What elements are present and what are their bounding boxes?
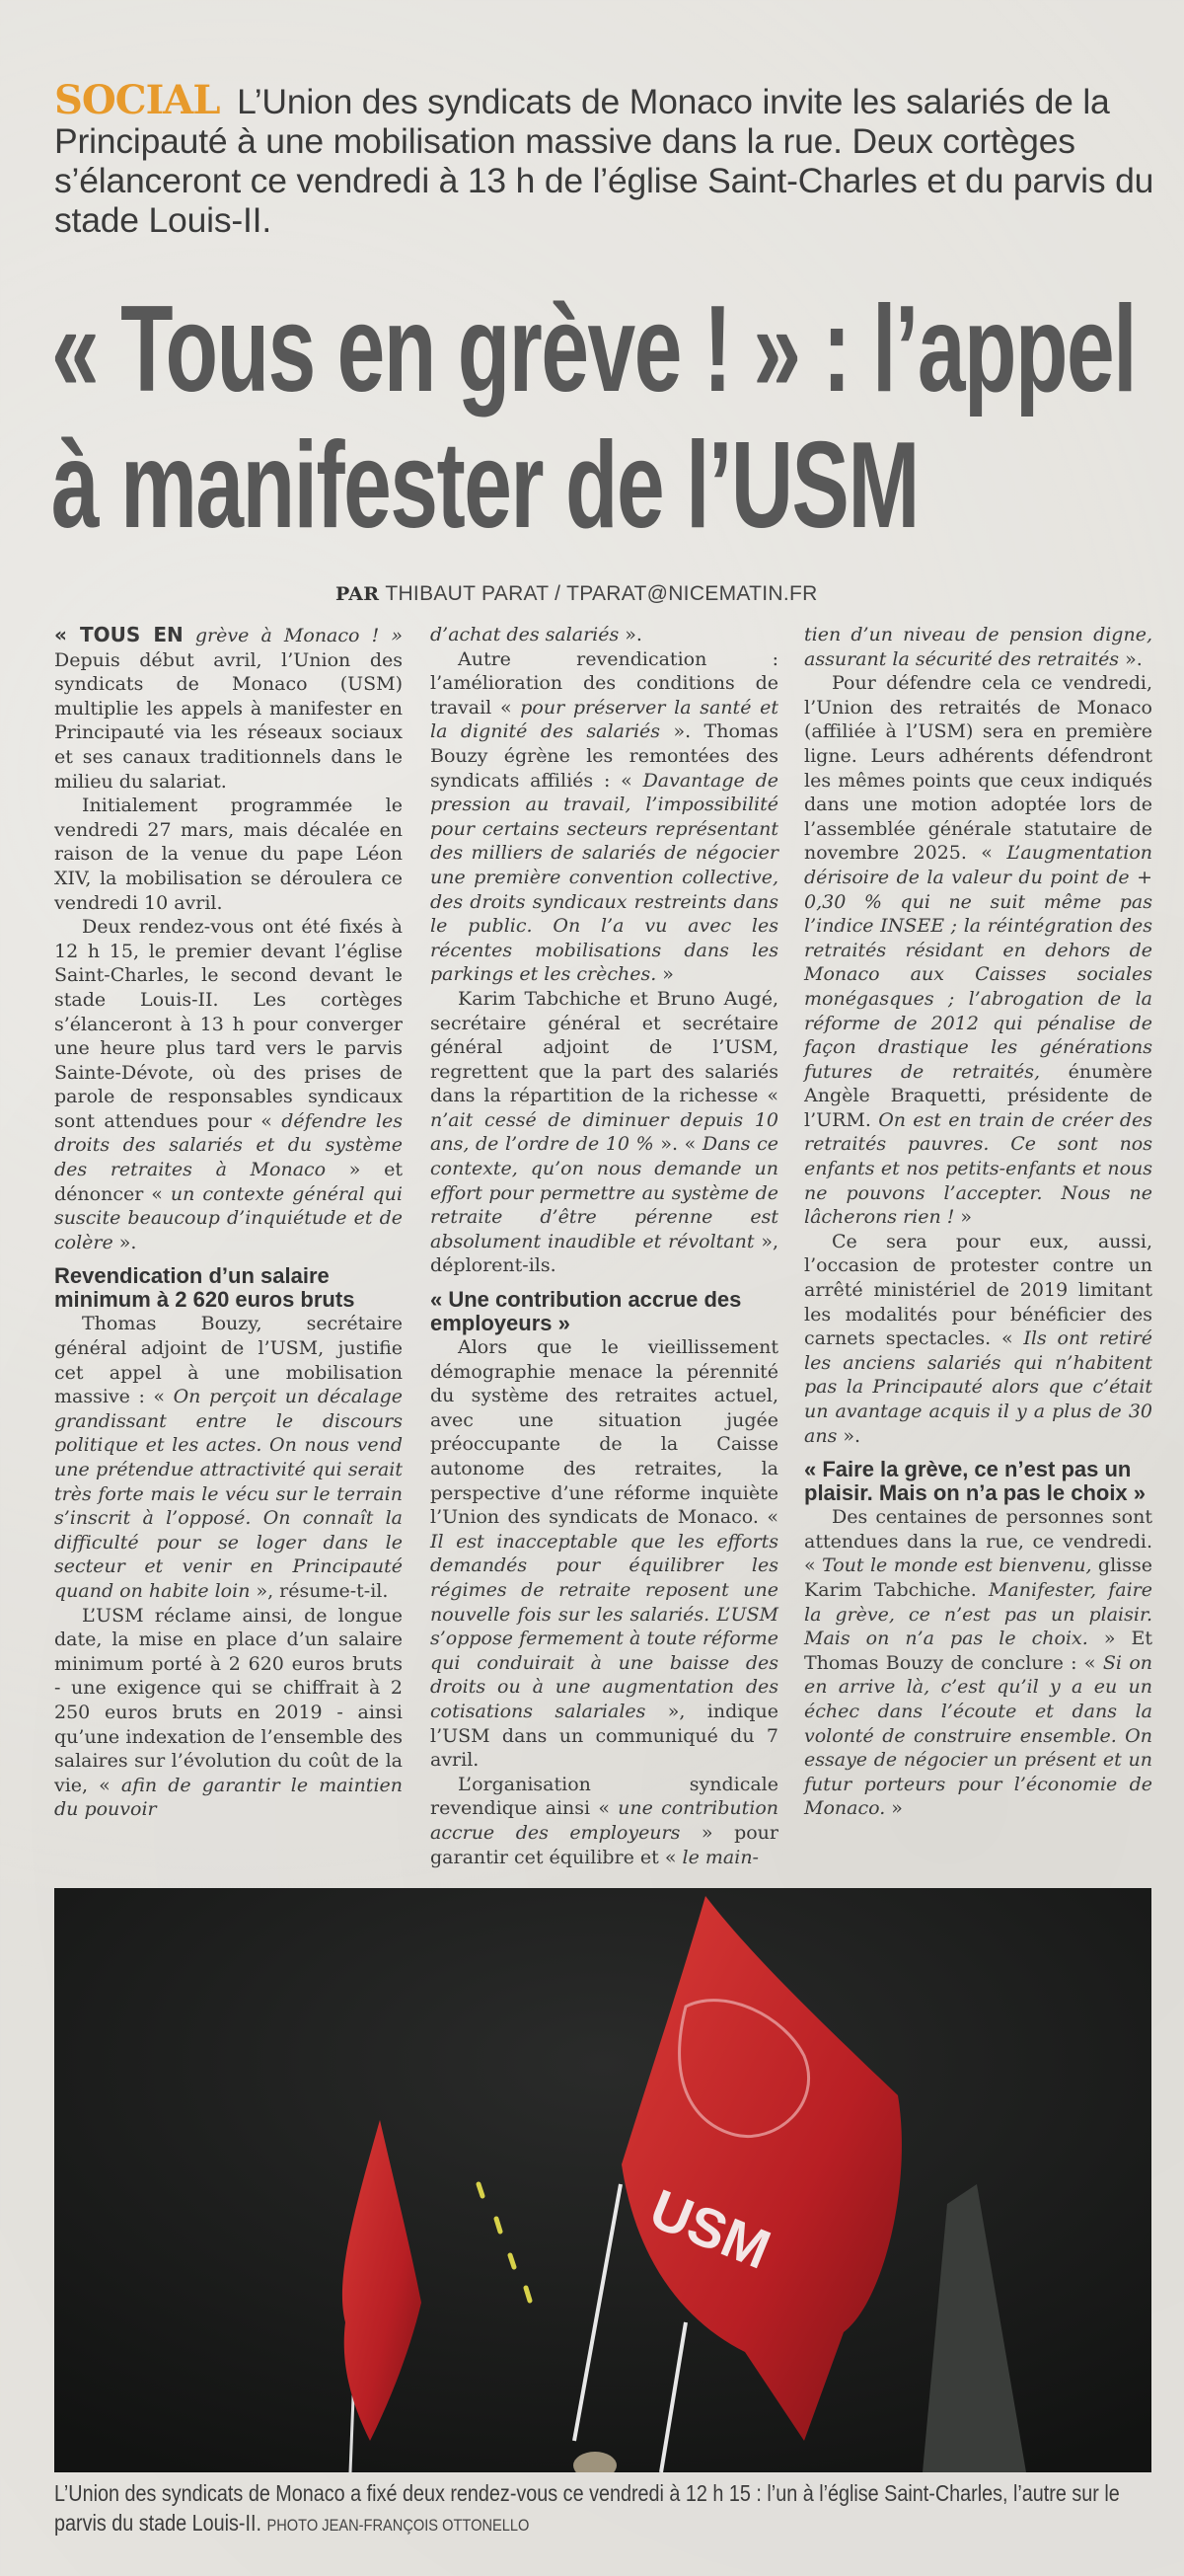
body-text: Depuis début avril, l’Union des syndicats de Monaco (USM) multiplie les appels à manifester en Principauté via les réseaux sociaux et ses canaux traditionnels dans le milieu du salariat. [54,648,403,793]
paragraph [54,1604,403,1822]
body-text: », déplorent-ils. [430,1230,778,1277]
quote-text: Dans ce contexte, qu’on nous demande un effort pour permettre au système de retraite d’être pérenne est absolument inaudible et révoltant [430,1133,778,1252]
article-column-1 [54,623,403,1822]
body-text: ». [619,624,642,645]
paragraph [430,623,778,647]
body-text: ». Thomas Bouzy égrène les remontées des syndicats affiliés : « [430,720,778,792]
body-text: » pour garantir cet équilibre et « [430,1821,778,1868]
paragraph [804,1230,1152,1448]
flag-lettering: USM [641,2176,779,2281]
article-photo [54,1888,1151,2472]
body-text: L’USM réclame ainsi, de longue date, la mise en place d’un salaire minimum porté à 2 620 euros bruts - une exigence qui se chiffrait à 2 250 euros bruts en 2019 - ainsi qu’une indexation de l’ensemble des salaires sur l’évolution du coût de la vie, « [54,1604,403,1796]
body-text: glisse Karim Tabchiche. [804,1554,1152,1601]
paragraph [430,1335,778,1773]
quote-text: Tout le monde est bienvenu, [822,1554,1092,1577]
body-text: ». « [653,1133,703,1156]
body-text: ». [112,1231,137,1253]
article-deck [54,77,1159,240]
article-headline [51,281,1184,554]
byline [335,582,818,606]
body-text: Pour défendre cela ce vendredi, l’Union des retraités de Monaco (affiliée à l’USM) sera en première ligne. Leurs adhérents défendront les mêmes points que ceux indiqués dans une motion adoptée lors de l’assemblée générale statutaire de novembre 2025. « [804,672,1152,865]
quote-text: un contexte général qui suscite beaucoup d’inquiétude et de colère [54,1182,403,1253]
quote-text: n’ait cessé de diminuer depuis 10 ans, de l’ordre de 10 % [430,1108,778,1156]
quote-text: Il est inacceptable que les efforts demandés pour équilibrer les régimes de retraite reposent une nouvelle fois sur les salariés. L’USM s’oppose fermement à toute réforme qui conduirait à une baisse des droits ou à une augmentation des cotisations salariales [430,1530,778,1722]
subheading: Revendication d’un salaire minimum à 2 620 euros bruts [54,1263,355,1313]
quote-text: Manifester, faire la grève, ce n’est pas un plaisir. Mais on n’a pas le choix. [804,1578,1152,1650]
quote-text: Si on en arrive là, c’est qu’il y a eu un échec dans l’écoute et dans la volonté de construire ensemble. On essaye de négocier un présent et un futur porteurs pour l’économie de Monaco. [804,1651,1152,1820]
body-text: ». [837,1424,861,1447]
deck-text: L’Union des syndicats de Monaco invite les salariés de la Principauté à une mobilisation massive dans la rue. Deux cortèges s’élanceront ce vendredi à 13 h de l’église Saint-Charles et du parvis du stade Louis-II. [54,82,1154,240]
headline-line-2: à manifester de l’USM [51,417,919,554]
body-text: Autre revendication : l’amélioration des conditions de travail « [430,647,778,719]
protest-flags-photo [54,1888,1151,2472]
quote-text: pour préserver la santé et la dignité des salariés [430,696,778,743]
quote-text: défendre les droits des salariés et du système des retraites à Monaco [54,1109,403,1181]
body-text: Des centaines de personnes sont attendues dans la rue, ce vendredi. « [804,1506,1152,1577]
body-text: » et dénoncer « [54,1159,403,1205]
quote-text: afin de garantir le maintien du pouvoir [54,1774,403,1821]
body-text: énumère Angèle Braquetti, présidente de l’URM. [804,1060,1152,1131]
body-text: Thomas Bouzy, secrétaire général adjoint de l’USM, justifie cet appel à une mobilisation massive : « [54,1313,403,1408]
quote-text: tien d’un niveau de pension digne, assurant la sécurité des retraités [804,624,1152,670]
paragraph [804,671,1152,1230]
quote-text: le main- [682,1846,759,1868]
paragraph [54,1312,403,1603]
headline-line-1: « Tous en grève ! » : l’appel [51,281,1137,417]
quote-text: On perçoit un décalage grandissant entre le discours politique et les actes. On nous vend une prétendue attractivité qui serait très forte mais le vécu sur le terrain s’inscrit à l’opposé. On connaît la difficulté pour se loger dans le secteur et venir en Principauté quand on habite loin [54,1386,404,1602]
body-text: » [885,1797,903,1820]
article-column-3 [804,623,1152,1821]
quote-text: une contribution accrue des employeurs [430,1797,779,1844]
body-text: » [656,963,674,986]
body-text: Karim Tabchiche et Bruno Augé, secrétaire général et secrétaire général adjoint de l’USM, regrettent que la part des salariés dans la répartition de la richesse « [430,987,778,1107]
body-text: Ce sera pour eux, aussi, l’occasion de protester contre un arrêté ministériel de 2019 limitant les modalités pour bénéficier des carnets spectacles. « [804,1230,1152,1350]
byline-prefix: PAR [335,583,380,605]
lead-in-text: « TOUS EN [54,623,184,646]
body-text: L’organisation syndicale revendique ainsi « [430,1773,778,1820]
body-text: ». [1119,647,1143,670]
paragraph [430,1773,778,1869]
body-text: Initialement programmée le vendredi 27 mars, mais décalée en raison de la venue du pape Léon XIV, la mobilisation se déroulera ce vendredi 10 avril. [54,795,403,914]
paragraph [430,647,778,987]
paragraph [54,915,403,1254]
byline-author: THIBAUT PARAT / TPARAT@NICEMATIN.FR [385,582,818,605]
paragraph [804,1505,1152,1821]
quote-text: d’achat des salariés [430,624,620,645]
body-text: » [954,1206,973,1229]
quote-text: Davantage de pression au travail, l’impossibilité pour certains secteurs représentant des milliers de salariés de négocier une première convention collective, des droits syndicaux restreints dans le public. On l’a vu avec les récentes mobilisations dans les parkings et les crèches. [430,769,778,986]
body-text: », indique l’USM dans un communiqué du 7 avril. [430,1700,778,1772]
quote-text: Ils ont retiré les anciens salariés qui n’habitent pas la Principauté alors que c’était un avantage acquis il y a plus de 30 ans [804,1327,1152,1447]
caption-text: L’Union des syndicats de Monaco a fixé deux rendez-vous ce vendredi à 12 h 15 : l’un à l’église Saint-Charles, l’autre sur le parvis du stade Louis-II. [54,2480,1120,2536]
quote-text: On est en train de créer des retraités pauvres. Ce sont nos enfants et nos petits-enfants et nous ne pouvons l’accepter. Nous ne lâcherons rien ! [804,1108,1152,1229]
paragraph [430,987,778,1278]
article-column-2 [430,623,778,1869]
paragraph [804,623,1152,671]
photo-credit: PHOTO JEAN-FRANÇOIS OTTONELLO [266,2516,530,2535]
section-kicker: SOCIAL [54,77,220,123]
body-text: Deux rendez-vous ont été fixés à 12 h 15, le premier devant l’église Saint-Charles, le second devant le stade Louis-II. Les cortèges s’élanceront à 13 h pour converger une heure plus tard vers le parvis Sainte-Dévote, où des prises de parole de responsables syndicaux sont attendues pour « [54,916,403,1132]
paragraph [54,794,403,915]
quote-text: grève à Monaco ! » [183,625,403,646]
body-text: », résume-t-il. [250,1579,389,1602]
paragraph [54,623,403,794]
subheading: « Faire la grève, ce n’est pas un plaisir. Mais on n’a pas le choix » [804,1457,1147,1506]
photo-caption [54,2478,1148,2540]
body-text: Alors que le vieillissement démographie menace la pérennité du système des retraites actuel, avec une situation jugée préoccupante de la Caisse autonome des retraites, la perspective d’une réforme inquiète l’Union des syndicats de Monaco. « [430,1336,778,1529]
quote-text: L’augmentation dérisoire de la valeur du point de + 0,30 % qui ne suit même pas l’indice INSEE ; la réintégration des retraités résidant en dehors de Monaco aux Caisses sociales monégasques ; l’abrogation de la réforme de 2012 qui pénalise de façon drastique les générations futures de retraités, [804,842,1152,1083]
body-text: » Et Thomas Bouzy de conclure : « [804,1628,1153,1674]
subheading: « Une contribution accrue des employeurs » [430,1287,742,1336]
